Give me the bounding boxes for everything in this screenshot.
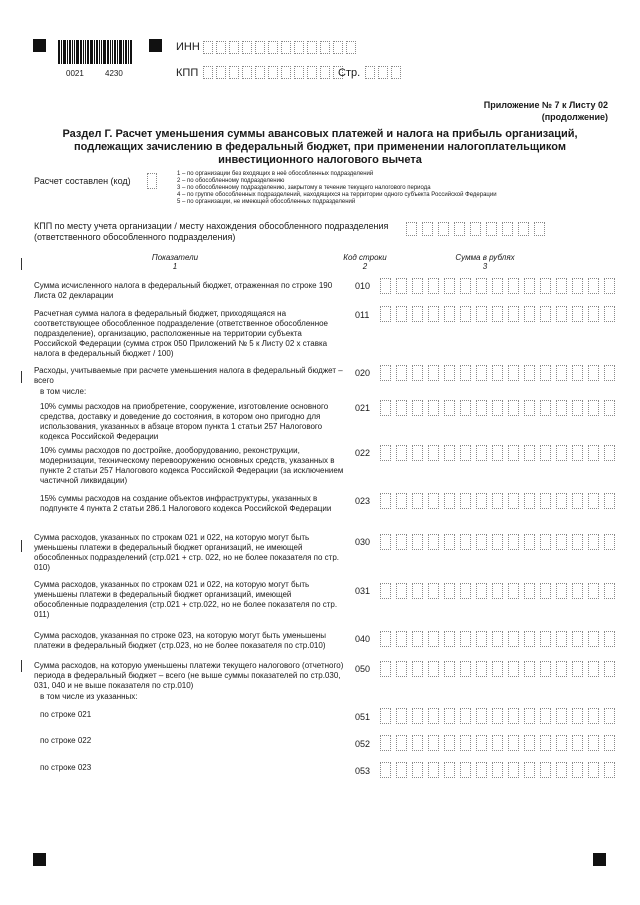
row-020-amount[interactable] <box>380 365 620 381</box>
row-030-amount[interactable] <box>380 534 620 550</box>
calc-code-options <box>177 171 597 206</box>
row-010-amount[interactable] <box>380 278 620 294</box>
registration-marker-top-left <box>33 39 46 52</box>
registration-marker-bottom-right <box>593 853 606 866</box>
inn-field[interactable] <box>203 41 359 54</box>
margin-tick <box>21 371 22 383</box>
row-030-code: 030 <box>355 537 371 547</box>
row-022-text: 10% суммы расходов по достройке, дооборудованию, реконструкции, модернизации, техническому перевооружению основных средств, указанных в пункте 2 статьи 257 Налогового кодекса Российской Федерации (за исключением частичной ликвидации) <box>40 446 344 485</box>
margin-tick <box>21 660 22 672</box>
row-020-sub: в том числе: <box>40 387 87 396</box>
row-011-amount[interactable] <box>380 306 620 322</box>
appendix-line-2: (продолжение) <box>541 112 608 122</box>
row-051-amount[interactable] <box>380 708 620 724</box>
row-031-text: Сумма расходов, указанных по строкам 021 и 022, на которую могут быть уменьшены платежи в федеральный бюджет организаций, имеющей обособленные подразделения (стр.021 + стр.022, но не более показателя по стр. 011) <box>34 580 338 619</box>
row-051-text: по строке 021 <box>40 710 92 719</box>
barcode-number-left: 0021 <box>66 69 84 78</box>
inn-label: ИНН <box>176 41 200 53</box>
row-010-code: 010 <box>355 281 371 291</box>
row-052-amount[interactable] <box>380 735 620 751</box>
row-011-code: 011 <box>355 310 370 320</box>
row-020-text: Расходы, учитываемые при расчете уменьшения налога в федеральный бюджет – всего <box>34 366 343 385</box>
row-021-text: 10% суммы расходов на приобретение, сооружение, изготовление основного средства, доставку и доведение до состояния, в котором оно пригодно для использования, указанных в абзаце втором пункта 1 статьи 257 Налогового кодекса Российской Федерации <box>40 402 329 441</box>
row-052-text: по строке 022 <box>40 736 92 745</box>
row-053-amount[interactable] <box>380 762 620 778</box>
column-header-amount: Сумма в рублях 3 <box>455 253 515 271</box>
row-020-code: 020 <box>355 368 371 378</box>
row-031-code: 031 <box>355 586 371 596</box>
row-052-code: 052 <box>355 739 371 749</box>
margin-tick <box>21 540 22 552</box>
row-040-amount[interactable] <box>380 631 620 647</box>
row-022-code: 022 <box>355 448 371 458</box>
page-field[interactable] <box>365 66 404 79</box>
registration-marker-bottom-left <box>33 853 46 866</box>
row-050-text: Сумма расходов, на которую уменьшены платежи текущего налогового (отчетного) периода в федеральный бюджет – всего (не выше суммы показателей по стр.030, 031, 040 и не выше показателя по стр.010) <box>34 661 344 690</box>
section-title: Раздел Г. Расчет уменьшения суммы авансовых платежей и налога на прибыль организаций, подлежащих зачислению в федеральный бюджет, при применении налогоплательщиком инвестиционного налогового вычета <box>62 128 578 166</box>
row-053-text: по строке 023 <box>40 763 92 772</box>
row-021-code: 021 <box>355 403 371 413</box>
registration-marker-top-center <box>149 39 162 52</box>
barcode-number-right: 4230 <box>105 69 123 78</box>
row-030-text: Сумма расходов, указанных по строкам 021 и 022, на которую могут быть уменьшены платежи в федеральный бюджет организаций, не имеющей обособленных подразделений (стр.021 + стр. 022, но не более показателя по стр. 010) <box>34 533 340 572</box>
row-050-amount[interactable] <box>380 661 620 677</box>
row-023-code: 023 <box>355 496 371 506</box>
row-040-code: 040 <box>355 634 371 644</box>
row-050-sub: в том числе из указанных: <box>40 692 138 701</box>
kpp-field[interactable] <box>203 66 346 79</box>
kpp-label: КПП <box>176 67 199 79</box>
row-050-code: 050 <box>355 664 371 674</box>
row-053-code: 053 <box>355 766 371 776</box>
row-010-text: Сумма исчисленного налога в федеральный бюджет, отраженная по строке 190 Листа 02 декларации <box>34 281 333 300</box>
kpp-location-field[interactable] <box>406 222 550 236</box>
calc-option-3: 3 – по обособленному подразделению, закрытому в течение текущего налогового периода <box>177 185 431 191</box>
calc-code-label: Расчет составлен (код) <box>34 176 131 186</box>
calc-option-5: 5 – по организации, не имеющей обособленных подразделений <box>177 199 356 205</box>
row-031-amount[interactable] <box>380 583 620 599</box>
column-header-indicators: Показатели 1 <box>151 253 199 271</box>
page-label: Стр. <box>338 67 361 79</box>
calc-code-field[interactable] <box>147 173 160 189</box>
row-040-text: Сумма расходов, указанная по строке 023, на которую могут быть уменьшены платежи в федеральный бюджет (стр.023, но не более показателя по стр.010) <box>34 631 327 650</box>
row-023-amount[interactable] <box>380 493 620 509</box>
calc-option-1: 1 – по организации без входящих в неё обособленных подразделений <box>177 171 374 177</box>
calc-option-2: 2 – по обособленному подразделению <box>177 178 285 184</box>
barcode <box>58 40 133 64</box>
row-051-code: 051 <box>355 712 371 722</box>
margin-tick <box>21 258 22 270</box>
kpp-location-label: КПП по месту учета организации / месту нахождения обособленного подразделения (ответственного обособленного подразделения) <box>34 221 389 242</box>
row-023-text: 15% суммы расходов на создание объектов инфраструктуры, указанных в подпункте 4 пункта 2 статьи 286.1 Налогового кодекса Российской Федерации <box>40 494 332 513</box>
column-header-line-code: Код строки 2 <box>343 253 387 271</box>
appendix-line-1: Приложение № 7 к Листу 02 <box>483 100 608 110</box>
calc-option-4: 4 – по группе обособленных подразделений, находящихся на территории одного субъекта Российской Федерации <box>177 192 497 198</box>
row-022-amount[interactable] <box>380 445 620 461</box>
row-011-text: Расчетная сумма налога в федеральный бюджет, приходящаяся на соответствующее обособленное подразделение (ответственное обособленное подразделение), организацию, расположенные на территории субъекта Российской Федерации (сумма строк 050 Приложений № 5 к Листу 02 x ставка налога в федеральный бюджет / 100) <box>34 309 329 358</box>
row-021-amount[interactable] <box>380 400 620 416</box>
